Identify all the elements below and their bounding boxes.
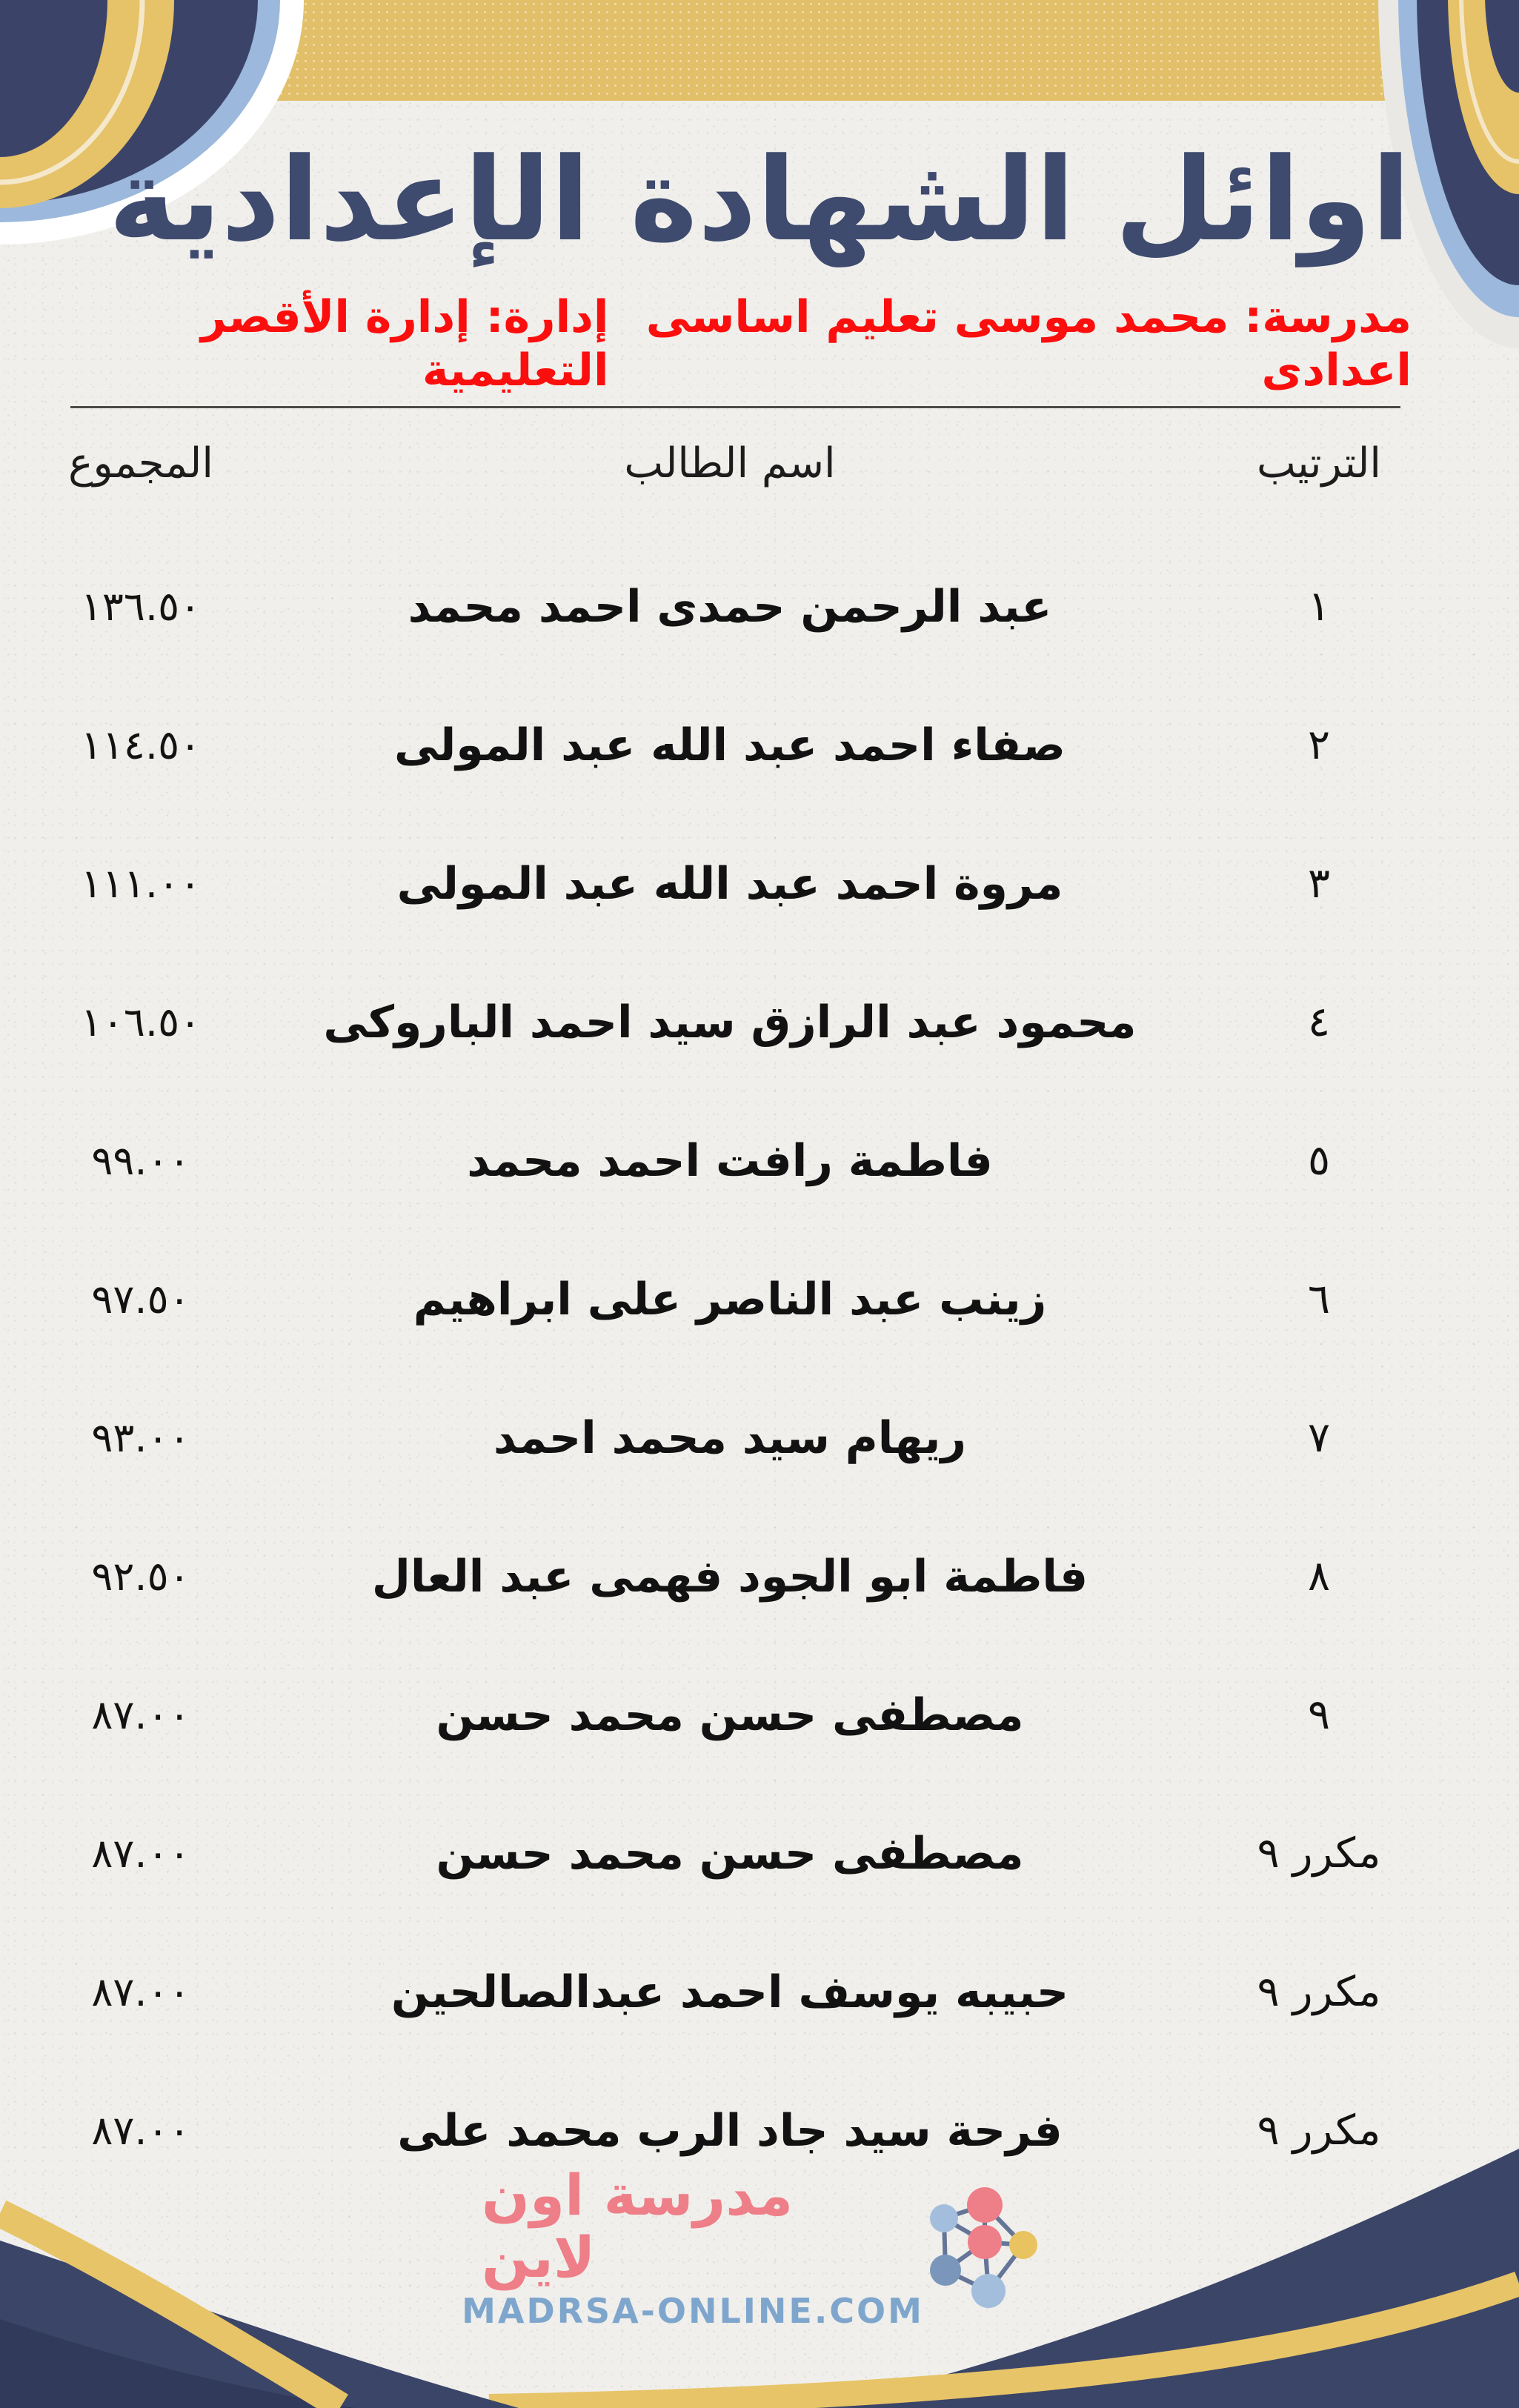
rank-header: الترتيب xyxy=(1257,439,1381,488)
table-row xyxy=(15,814,1445,953)
rank-cell: مكرر ٩ xyxy=(1257,2106,1381,2155)
network-logo-icon xyxy=(914,2180,1042,2315)
total-cell: ٨٧.٠٠ xyxy=(91,1692,190,1738)
results-table xyxy=(15,419,1445,2200)
total-cell: ١٠٦.٥٠ xyxy=(80,999,202,1045)
name-cell: زينب عبد الناصر على ابراهيم xyxy=(413,1273,1047,1326)
name-cell: ريهام سيد محمد احمد xyxy=(493,1411,966,1464)
rank-cell: مكرر ٩ xyxy=(1257,1829,1381,1877)
total-cell: ١١٤.٥٠ xyxy=(80,722,202,768)
rank-cell: ١ xyxy=(1307,582,1331,631)
total-header: المجموع xyxy=(68,439,213,488)
name-cell: عبد الرحمن حمدى احمد محمد xyxy=(408,580,1052,633)
rank-cell: ٦ xyxy=(1307,1275,1331,1323)
name-cell: مصطفى حسن محمد حسن xyxy=(436,1827,1024,1880)
table-row xyxy=(15,1784,1445,1923)
rank-cell: ٤ xyxy=(1307,998,1331,1046)
school-admin-line xyxy=(83,290,1412,397)
rank-cell: ٧ xyxy=(1307,1414,1331,1462)
logo-arabic-text: مدرسة اون لاين xyxy=(482,2162,794,2290)
header-divider xyxy=(70,406,1400,408)
total-cell: ٩٣.٠٠ xyxy=(91,1414,190,1461)
rank-cell: مكرر ٩ xyxy=(1257,1968,1381,2016)
table-body xyxy=(15,537,1445,2200)
total-cell: ٩٢.٥٠ xyxy=(91,1553,190,1600)
table-row xyxy=(15,1646,1445,1784)
table-row xyxy=(15,537,1445,676)
site-logo xyxy=(462,2162,1060,2332)
name-cell: فرحة سيد جاد الرب محمد على xyxy=(397,2104,1063,2157)
logo-text-block xyxy=(462,2162,924,2332)
name-cell: فاطمة رافت احمد محمد xyxy=(467,1134,993,1187)
table-row xyxy=(15,1091,1445,1230)
name-cell: مروة احمد عبد الله عبد المولى xyxy=(396,857,1063,910)
table-header-row xyxy=(15,419,1445,508)
name-cell: فاطمة ابو الجود فهمى عبد العال xyxy=(371,1550,1088,1603)
table-row xyxy=(15,953,1445,1091)
total-cell: ٨٧.٠٠ xyxy=(91,1969,190,2015)
name-cell: مصطفى حسن محمد حسن xyxy=(436,1689,1024,1741)
name-header: اسم الطالب xyxy=(624,439,836,488)
name-cell: صفاء احمد عبد الله عبد المولى xyxy=(394,719,1066,771)
name-cell: محمود عبد الرازق سيد احمد الباروكى xyxy=(323,996,1137,1048)
table-row xyxy=(15,1923,1445,2061)
table-row xyxy=(15,1230,1445,1368)
total-cell: ٩٧.٥٠ xyxy=(91,1276,190,1323)
table-row xyxy=(15,1507,1445,1646)
name-cell: حبيبه يوسف احمد عبدالصالحين xyxy=(390,1966,1069,2018)
total-cell: ٩٩.٠٠ xyxy=(91,1137,190,1184)
page-title: اوائل الشهادة الإعدادية xyxy=(108,133,1411,267)
logo-domain-text: MADRSA-ONLINE.COM xyxy=(462,2291,924,2332)
total-cell: ٨٧.٠٠ xyxy=(91,1830,190,1877)
total-cell: ١١١.٠٠ xyxy=(80,860,202,907)
rank-cell: ٩ xyxy=(1307,1691,1331,1739)
total-cell: ١٣٦.٥٠ xyxy=(80,583,202,630)
rank-cell: ٨ xyxy=(1307,1552,1331,1600)
table-row xyxy=(15,1368,1445,1507)
table-row xyxy=(15,676,1445,814)
admin-name: إدارة: إدارة الأقصر التعليمية xyxy=(200,291,609,396)
school-name: مدرسة: محمد موسى تعليم اساسى اعدادى xyxy=(645,291,1412,396)
rank-cell: ٣ xyxy=(1307,859,1331,908)
total-cell: ٨٧.٠٠ xyxy=(91,2107,190,2154)
rank-cell: ٥ xyxy=(1307,1137,1331,1185)
rank-cell: ٢ xyxy=(1307,721,1331,769)
